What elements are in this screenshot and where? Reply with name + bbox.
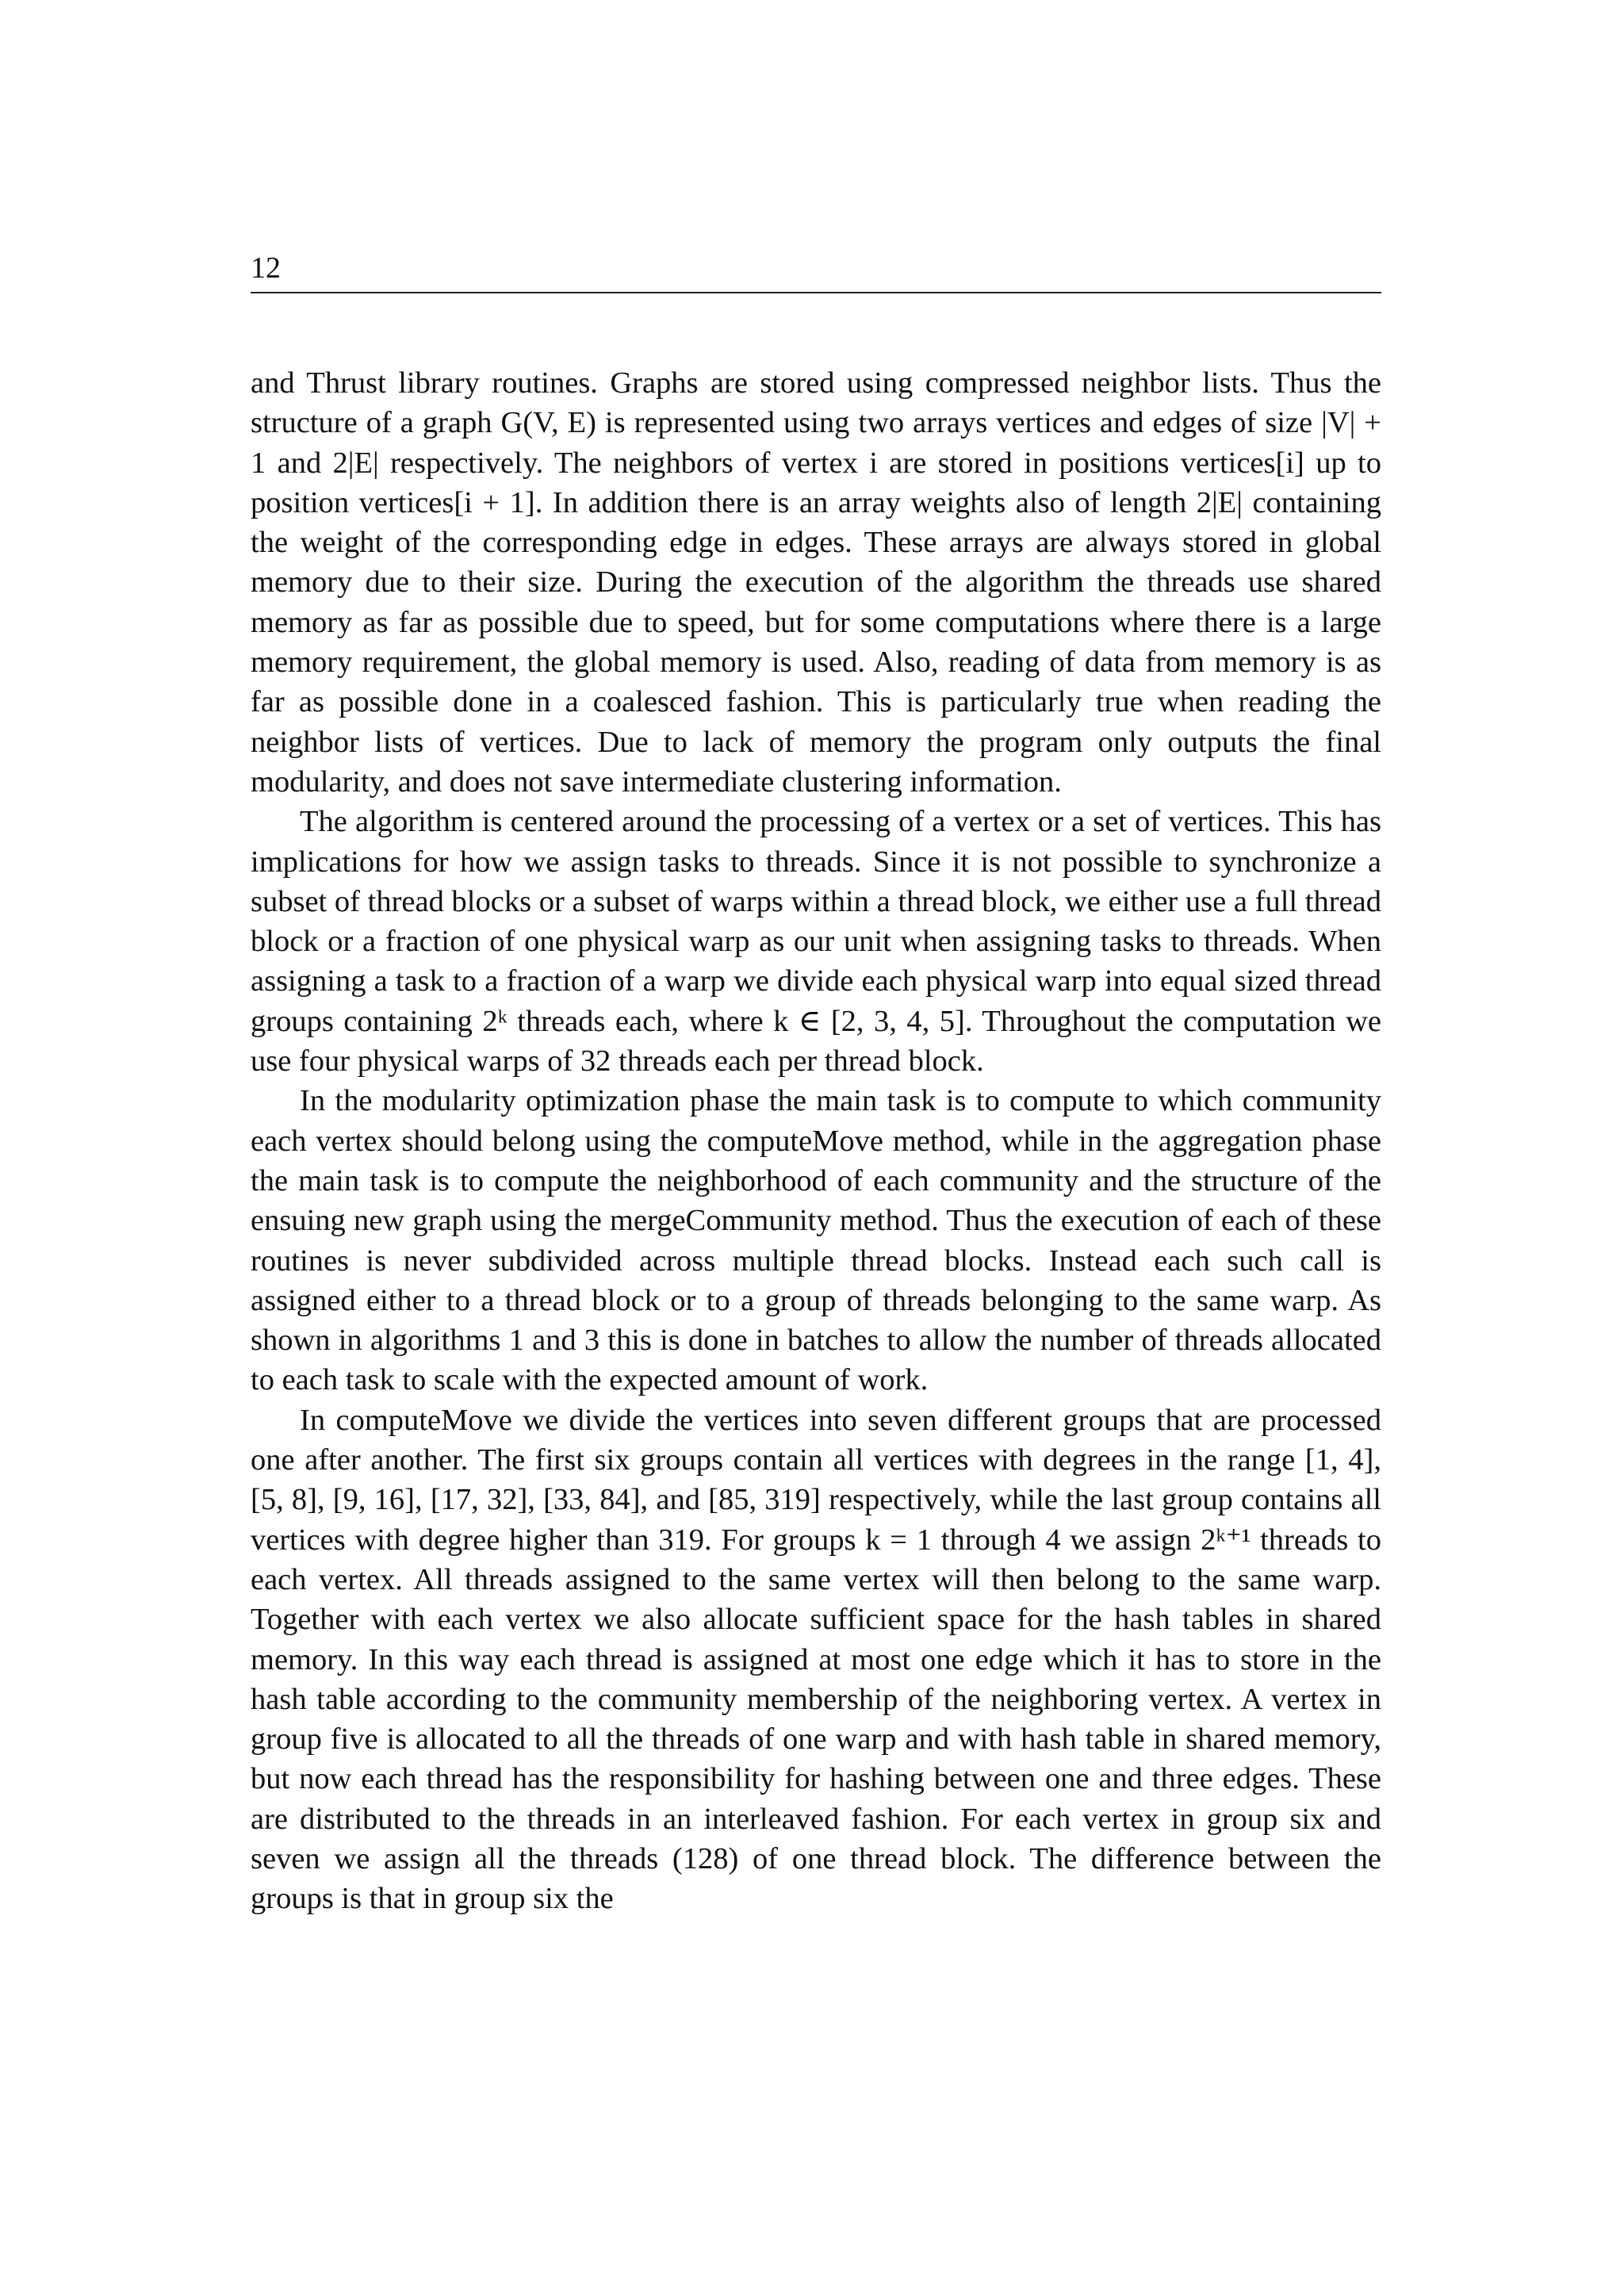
paragraph-3: In the modularity optimization phase the main task is to compute to which community each vertex should belong using the computeMove method, while in the aggregation phase the main task is to compute the neighborhood of each community and the structure of the ensuing new graph using the mergeCommunity method. Thus the execution of each of these routines is never subdivided across multiple thread blocks. Instead each such call is assigned either to a thread block or to a group of threads belonging to the same warp. As shown in algorithms 1 and 3 this is done in batches to allow the number of threads allocated to each task to scale with the expected amount of work. [251,1084,1381,1397]
page-number: 12 [251,251,281,285]
paragraph-4: In computeMove we divide the vertices into seven different groups that are processed one after another. The first six groups contain all vertices with degrees in the range [1, 4], [5, 8], [9, 16], [17, 32], [33, 84], and [85, 319] respectively, while the last group contains all vertices with degree higher than 319. For groups k = 1 through 4 we assign 2ᵏ⁺¹ threads to each vertex. All threads assigned to the same vertex will then belong to the same warp. Together with each vertex we also allocate sufficient space for the hash tables in shared memory. In this way each thread is assigned at most one edge which it has to store in the hash table according to the community membership of the neighboring vertex. A vertex in group five is allocated to all the threads of one warp and with hash table in shared memory, but now each thread has the responsibility for hashing between one and three edges. These are distributed to the threads in an interleaved fashion. For each vertex in group six and seven we assign all the threads (128) of one thread block. The difference between the groups is that in group six the [251,1403,1381,1916]
paragraph-2: The algorithm is centered around the processing of a vertex or a set of vertices. This has implications for how we assign tasks to threads. Since it is not possible to synchronize a subset of thread blocks or a subset of warps within a thread block, we either use a full thread block or a fraction of one physical warp as our unit when assigning tasks to threads. When assigning a task to a fraction of a warp we divide each physical warp into equal sized thread groups containing 2ᵏ threads each, where k ∈ [2, 3, 4, 5]. Throughout the computation we use four physical warps of 32 threads each per thread block. [251,805,1381,1078]
body-text [251,363,1381,1919]
header-rule [251,292,1381,293]
paragraph-1: and Thrust library routines. Graphs are stored using compressed neighbor lists. Thus the structure of a graph G(V, E) is represented using two arrays vertices and edges of size |V| + 1 and 2|E| respectively. The neighbors of vertex i are stored in positions vertices[i] up to position vertices[i + 1]. In addition there is an array weights also of length 2|E| containing the weight of the corresponding edge in edges. These arrays are always stored in global memory due to their size. During the execution of the algorithm the threads use shared memory as far as possible due to speed, but for some computations where there is a large memory requirement, the global memory is used. Also, reading of data from memory is as far as possible done in a coalesced fashion. This is particularly true when reading the neighbor lists of vertices. Due to lack of memory the program only outputs the final modularity, and does not save intermediate clustering information. [251,366,1381,799]
